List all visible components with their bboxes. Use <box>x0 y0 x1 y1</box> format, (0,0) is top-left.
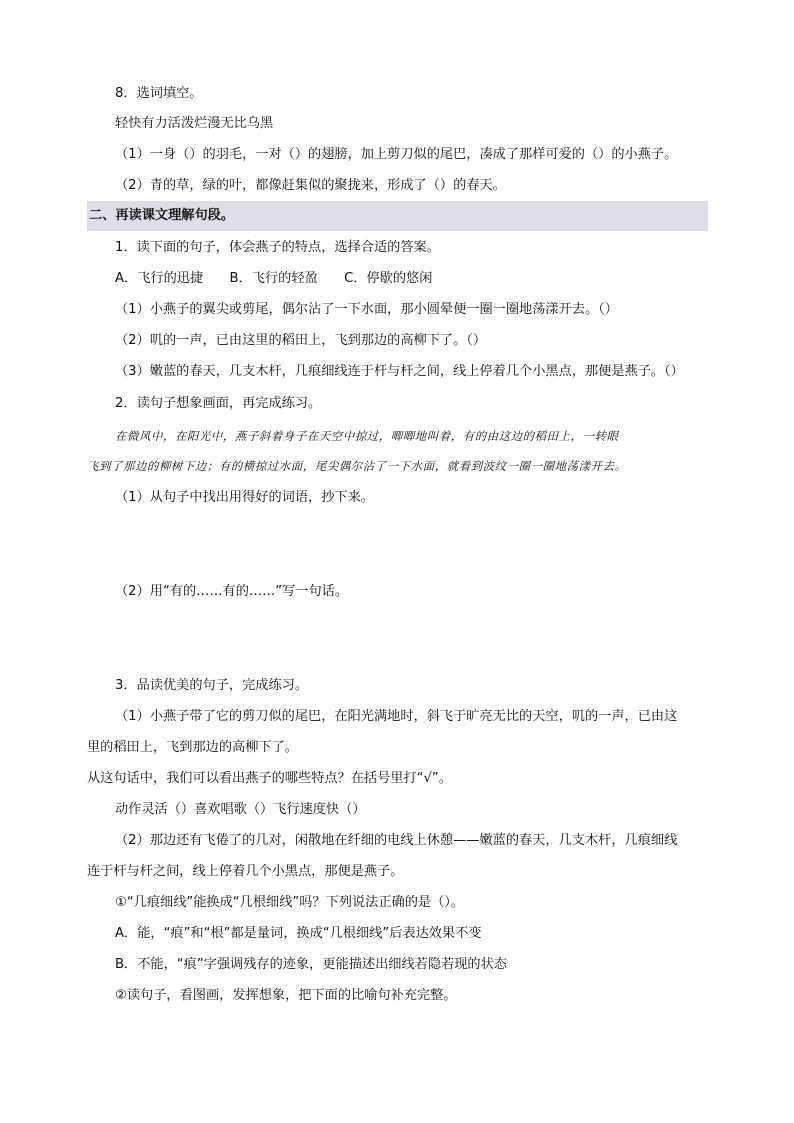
q3-prompt: 从这句话中，我们可以看出燕子的哪些特点？在括号里打“√”。 <box>87 771 452 786</box>
q1-title: 1．读下面的句子，体会燕子的特点，选择合适的答案。 <box>115 240 440 255</box>
q3-item-2-line-1: （2）那边还有飞倦了的几对，闲散地在纤细的电线上休憩——嫩蓝的春天，几支木杆，几痕细线 <box>115 833 678 848</box>
q2-title: 2．读句子想象画面，再完成练习。 <box>115 396 322 411</box>
q3-checks: 动作灵活（）喜欢唱歌（）飞行速度快（） <box>115 802 366 817</box>
q1-item-3: （3）嫩蓝的春天，几支木杆，几痕细线连于杆与杆之间，线上停着几个小黑点，那便是燕子。（） <box>115 364 684 379</box>
q2-passage-line-2: 飞到了那边的柳树下边；有的横掠过水面，尾尖偶尔沾了一下水面，就看到波纹一圈一圈地荡漾开去。 <box>87 459 627 473</box>
q3-item-1-line-1: （1）小燕子带了它的剪刀似的尾巴，在阳光满地时，斜飞于旷亮无比的天空，叽的一声，已由这 <box>115 709 678 724</box>
q3-title: 3．品读优美的句子，完成练习。 <box>115 678 309 693</box>
q3-sub-question-2: ②读句子，看图画，发挥想象，把下面的比喻句补充完整。 <box>115 988 457 1003</box>
q3-option-b: B．不能，“痕”字强调残存的迹象，更能描述出细线若隐若现的状态 <box>115 957 507 972</box>
q8-word-bank: 轻快有力活泼烂漫无比乌黑 <box>115 116 274 131</box>
q1-options: A．飞行的迅捷 B．飞行的轻盈 C．停歇的悠闲 <box>115 271 433 286</box>
q1-item-1: （1）小燕子的翼尖或剪尾，偶尔沾了一下水面，那小圆晕便一圈一圈地荡漾开去。（） <box>115 302 618 317</box>
q3-item-2-line-2: 连于杆与杆之间，线上停着几个小黑点，那便是燕子。 <box>87 864 404 879</box>
q8-item-1: （1）一身（）的羽毛，一对（）的翅膀，加上剪刀似的尾巴，凑成了那样可爱的（）的小燕子。 <box>115 147 678 162</box>
q2-item-2: （2）用“有的……有的……”写一句话。 <box>115 584 349 599</box>
q3-option-a: A．能，“痕”和“根”都是量词，换成“几根细线”后表达效果不变 <box>115 926 482 941</box>
q2-passage-line-1: 在微风中，在阳光中，燕子斜着身子在天空中掠过，唧唧地叫着，有的由这边的稻田上，一转眼 <box>115 429 619 443</box>
q3-sub-question-1: ①“几痕细线”能换成“几根细线”吗？下列说法正确的是（）。 <box>115 895 465 910</box>
q8-title: 8．选词填空。 <box>115 86 203 101</box>
q2-item-1: （1）从句子中找出用得好的词语，抄下来。 <box>115 490 374 505</box>
section-heading: 二、再读课文理解句段。 <box>89 208 235 223</box>
section-heading-bar <box>87 201 708 231</box>
q3-item-1-line-2: 里的稻田上，飞到那边的高柳下了。 <box>87 740 298 755</box>
q1-item-2: （2）叽的一声，已由这里的稻田上，飞到那边的高柳下了。（） <box>115 333 487 348</box>
q8-item-2: （2）青的草，绿的叶，都像赶集似的聚拢来，形成了（）的春天。 <box>115 178 506 193</box>
